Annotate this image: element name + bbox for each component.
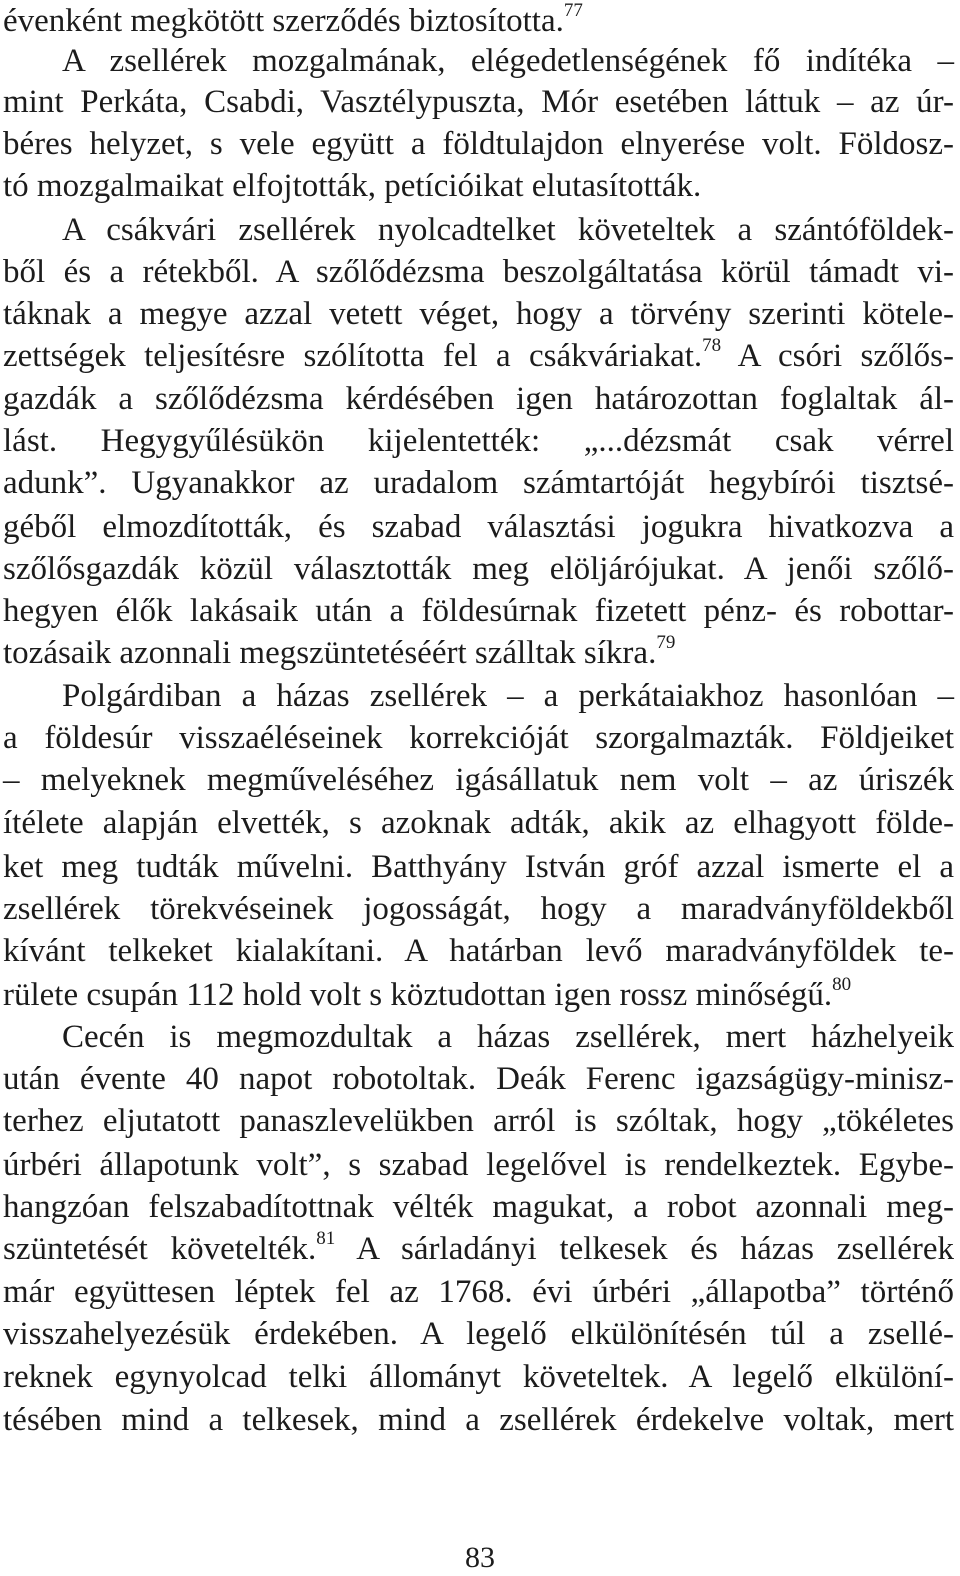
text-line: úrbéri állapotunk volt”, s szabad legelővel is rendelkeztek. Egybe- [3, 1147, 954, 1183]
text-line: visszahelyezésük érdekében. A legelő elkülönítésén túl a zsellé- [3, 1316, 954, 1352]
text-line: kívánt telkeket kialakítani. A határban levő maradványföldek te- [3, 933, 954, 969]
text-line: rülete csupán 112 hold volt s köztudottan igen rossz minőségű.$^{80}$ [3, 974, 852, 1013]
text-line: zettségek teljesítésre szólította fel a csákváriakat.$^{78}$ A csóri szőlős- [3, 335, 954, 374]
text-line: Polgárdiban a házas zsellérek – a perkátaiakhoz hasonlóan – [62, 678, 954, 714]
text-line: terhez eljutatott panaszlevelükben arról is szóltak, hogy „tökéletes [3, 1103, 954, 1139]
footnote-ref: 80 [832, 974, 852, 995]
text-line: reknek egynyolcad telki állományt követeltek. A legelő elkülöní- [3, 1359, 954, 1395]
text-line: A zsellérek mozgalmának, elégedetlenségének fő indítéka – [62, 43, 954, 79]
text-line: ket meg tudták művelni. Batthyány István gróf azzal ismerte el a [3, 849, 954, 885]
text-line: szüntetését követelték.$^{81}$ A sárladányi telkesek és házas zsellérek [3, 1228, 954, 1267]
footnote-ref: 81 [316, 1228, 336, 1249]
text-line: tozásaik azonnali megszüntetéséért szálltak síkra.$^{79}$ [3, 632, 676, 671]
text-line: béres helyzet, s vele együtt a földtulajdon elnyerése volt. Földosz- [3, 126, 954, 162]
text-line: adunk”. Ugyanakkor az uradalom számtartóját hegybírói tisztsé- [3, 465, 954, 501]
text-line: Cecén is megmozdultak a házas zsellérek, mert házhelyeik [62, 1019, 954, 1055]
text-line: már együttesen léptek fel az 1768. évi úrbéri „állapotba” történő [3, 1274, 954, 1310]
text-line: mint Perkáta, Csabdi, Vasztélypuszta, Mór esetében láttuk – az úr- [3, 84, 954, 120]
footnote-ref: 79 [656, 632, 676, 653]
text-line: táknak a megye azzal vetett véget, hogy a törvény szerinti kötele- [3, 296, 954, 332]
page-number: 83 [465, 1541, 495, 1574]
text-line: után évente 40 napot robotoltak. Deák Ferenc igazságügy-minisz- [3, 1061, 954, 1097]
text-line: A csákvári zsellérek nyolcadtelket követeltek a szántóföldek- [62, 212, 954, 248]
text-line: szőlősgazdák közül választották meg elöljárójukat. A jenői szőlő- [3, 551, 954, 587]
text-line: géből elmozdították, és szabad választási jogukra hivatkozva a [3, 509, 954, 545]
text-line: ből és a rétekből. A szőlődézsma beszolgáltatása körül támadt vi- [3, 254, 954, 290]
text-line: tó mozgalmaikat elfojtották, petícióikat elutasították. [3, 168, 702, 204]
text-line: ítélete alapján elvették, s azoknak adták, akik az elhagyott földe- [3, 805, 954, 841]
text-line: zsellérek törekvéseinek jogosságát, hogy a maradványföldekből [3, 891, 954, 927]
text-line: – melyeknek megműveléséhez igásállatuk nem volt – az úriszék [3, 762, 954, 798]
text-line: hegyen élők lakásaik után a földesúrnak fizetett pénz- és robottar- [3, 593, 954, 629]
text-line: gazdák a szőlődézsma kérdésében igen határozottan foglaltak ál- [3, 381, 954, 417]
text-line: a földesúr visszaéléseinek korrekcióját szorgalmazták. Földjeiket [3, 720, 954, 756]
text-line: tésében mind a telkesek, mind a zsellérek érdekelve voltak, mert [3, 1402, 954, 1438]
footnote-ref: 78 [702, 335, 722, 356]
text-line: évenként megkötött szerződés biztosította.$^{77}$ [3, 0, 583, 39]
footnote-ref: 77 [563, 0, 583, 21]
text-line: hangzóan felszabadítottnak vélték magukat, a robot azonnali meg- [3, 1189, 954, 1225]
text-line: lást. Hegygyűlésükön kijelentették: „...dézsmát csak vérrel [3, 423, 954, 459]
